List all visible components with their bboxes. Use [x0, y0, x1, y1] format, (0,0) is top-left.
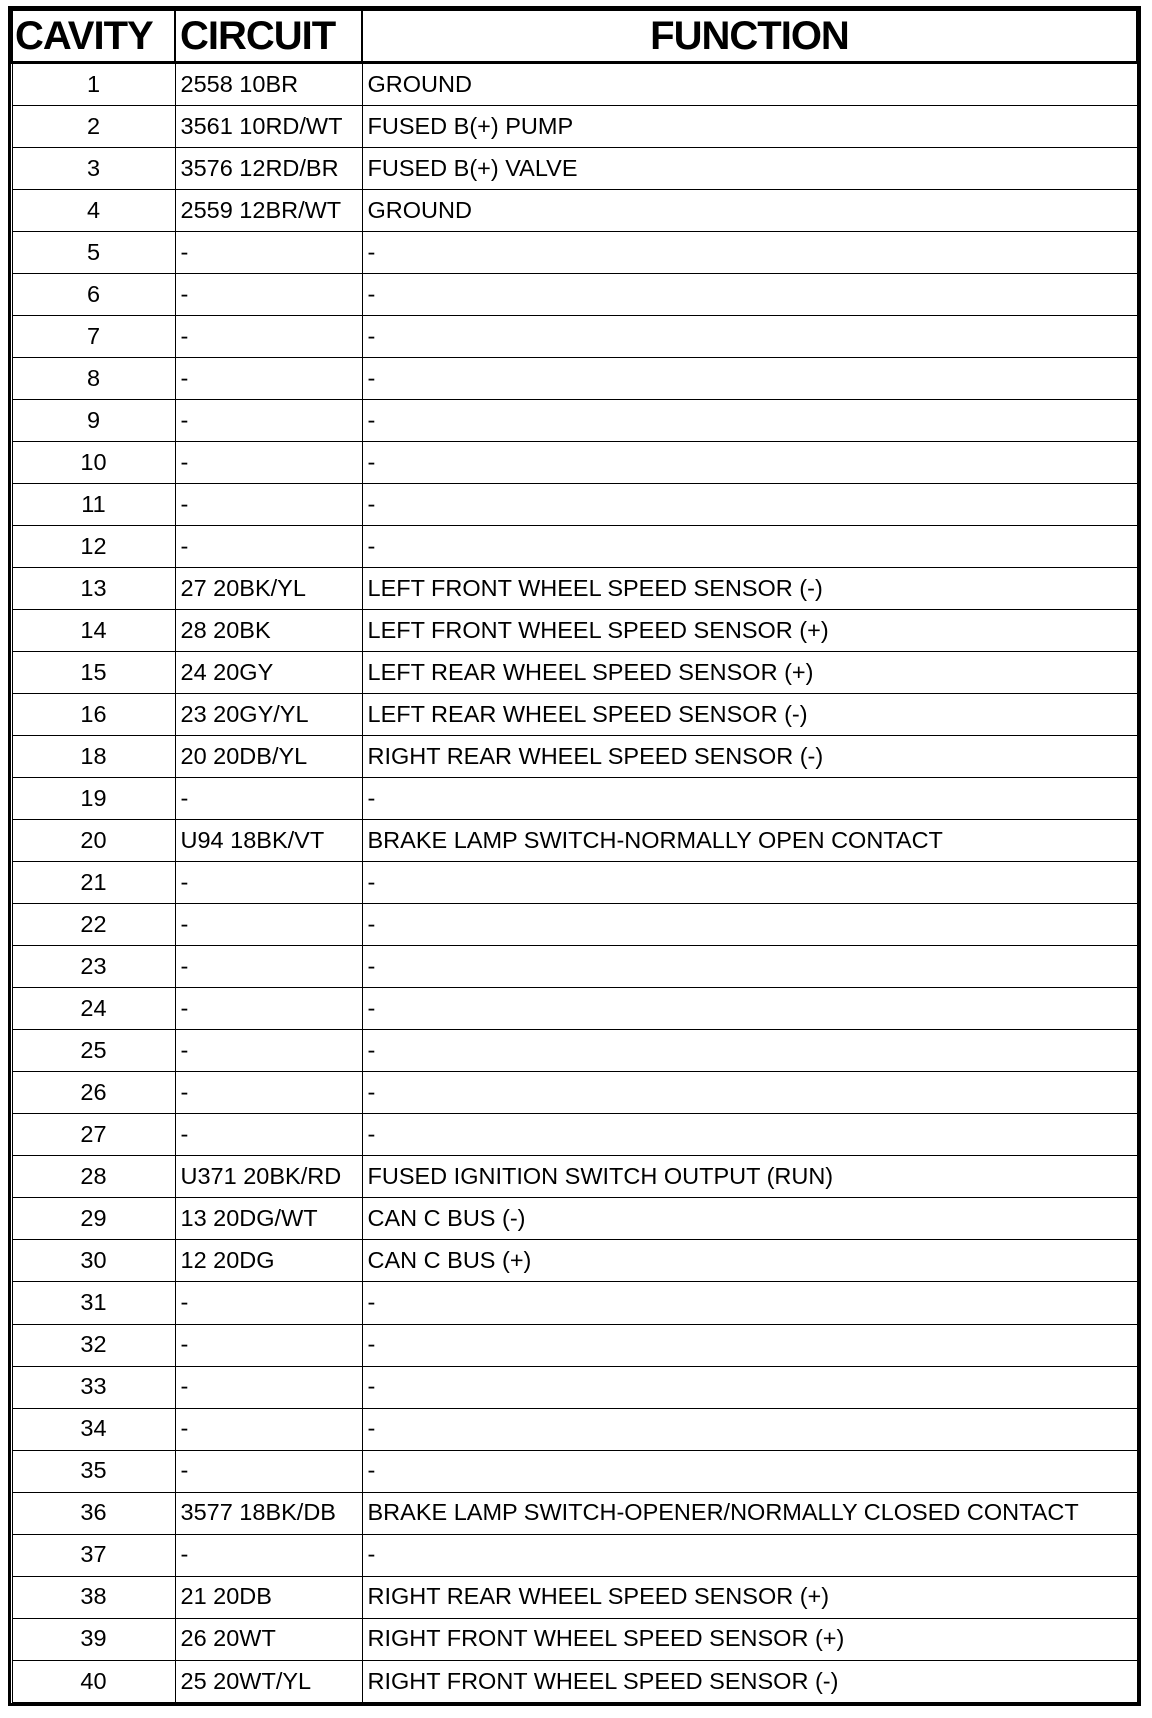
function-cell: - [362, 442, 1137, 484]
circuit-cell: - [175, 1408, 362, 1450]
cavity-cell: 30 [12, 1240, 175, 1282]
table-row [12, 1450, 1137, 1492]
circuit-cell: - [175, 946, 362, 988]
function-cell: - [362, 862, 1137, 904]
function-cell: FUSED B(+) PUMP [362, 106, 1137, 148]
table-row [12, 400, 1137, 442]
function-cell: CAN C BUS (+) [362, 1240, 1137, 1282]
cavity-cell: 21 [12, 862, 175, 904]
cavity-cell: 24 [12, 988, 175, 1030]
cavity-cell: 25 [12, 1030, 175, 1072]
table-row [12, 1534, 1137, 1576]
cavity-cell: 35 [12, 1450, 175, 1492]
function-cell: - [362, 1408, 1137, 1450]
circuit-cell: - [175, 1366, 362, 1408]
circuit-cell: - [175, 274, 362, 316]
cavity-cell: 23 [12, 946, 175, 988]
circuit-cell: - [175, 232, 362, 274]
function-cell: BRAKE LAMP SWITCH-NORMALLY OPEN CONTACT [362, 820, 1137, 862]
cavity-cell: 34 [12, 1408, 175, 1450]
circuit-cell: - [175, 442, 362, 484]
table-row [12, 316, 1137, 358]
function-cell: CAN C BUS (-) [362, 1198, 1137, 1240]
table-row [12, 1156, 1137, 1198]
cavity-cell: 15 [12, 652, 175, 694]
cavity-cell: 39 [12, 1618, 175, 1660]
circuit-cell: - [175, 988, 362, 1030]
function-cell: - [362, 232, 1137, 274]
cavity-cell: 12 [12, 526, 175, 568]
circuit-cell: - [175, 862, 362, 904]
circuit-cell: 13 20DG/WT [175, 1198, 362, 1240]
function-cell: - [362, 526, 1137, 568]
cavity-cell: 14 [12, 610, 175, 652]
table-row [12, 1366, 1137, 1408]
circuit-cell: U371 20BK/RD [175, 1156, 362, 1198]
function-cell: - [362, 1030, 1137, 1072]
table-row [12, 1660, 1137, 1702]
function-cell: - [362, 1072, 1137, 1114]
cavity-cell: 1 [12, 63, 175, 106]
circuit-column-header: CIRCUIT [175, 10, 362, 63]
function-cell: LEFT REAR WHEEL SPEED SENSOR (-) [362, 694, 1137, 736]
function-cell: GROUND [362, 63, 1137, 106]
function-cell: - [362, 1450, 1137, 1492]
table-row [12, 1618, 1137, 1660]
table-row [12, 484, 1137, 526]
function-cell: - [362, 400, 1137, 442]
function-cell: - [362, 1366, 1137, 1408]
table-row [12, 778, 1137, 820]
header-row [12, 10, 1137, 63]
pinout-rows [12, 63, 1137, 1703]
function-cell: - [362, 946, 1137, 988]
table-row [12, 1282, 1137, 1324]
cavity-cell: 19 [12, 778, 175, 820]
function-cell: - [362, 484, 1137, 526]
table-row [12, 1198, 1137, 1240]
table-row [12, 190, 1137, 232]
table-row [12, 1408, 1137, 1450]
function-cell: LEFT FRONT WHEEL SPEED SENSOR (-) [362, 568, 1137, 610]
cavity-cell: 38 [12, 1576, 175, 1618]
function-cell: - [362, 358, 1137, 400]
cavity-cell: 31 [12, 1282, 175, 1324]
table-row [12, 736, 1137, 778]
function-cell: LEFT REAR WHEEL SPEED SENSOR (+) [362, 652, 1137, 694]
function-cell: - [362, 1282, 1137, 1324]
function-cell: - [362, 1114, 1137, 1156]
table-row [12, 442, 1137, 484]
table-row [12, 1576, 1137, 1618]
function-cell: RIGHT REAR WHEEL SPEED SENSOR (+) [362, 1576, 1137, 1618]
table-row [12, 1240, 1137, 1282]
circuit-cell: 3561 10RD/WT [175, 106, 362, 148]
cavity-column-header: CAVITY [12, 10, 175, 63]
circuit-cell: 21 20DB [175, 1576, 362, 1618]
circuit-cell: 3576 12RD/BR [175, 148, 362, 190]
circuit-cell: 23 20GY/YL [175, 694, 362, 736]
function-cell: - [362, 778, 1137, 820]
table-row [12, 63, 1137, 106]
table-row [12, 1030, 1137, 1072]
table-row [12, 610, 1137, 652]
function-cell: RIGHT FRONT WHEEL SPEED SENSOR (+) [362, 1618, 1137, 1660]
cavity-cell: 3 [12, 148, 175, 190]
table-row [12, 946, 1137, 988]
cavity-cell: 10 [12, 442, 175, 484]
function-cell: - [362, 988, 1137, 1030]
table-row [12, 568, 1137, 610]
circuit-cell: - [175, 904, 362, 946]
circuit-cell: - [175, 400, 362, 442]
circuit-cell: - [175, 526, 362, 568]
table-row [12, 1492, 1137, 1534]
circuit-cell: U94 18BK/VT [175, 820, 362, 862]
circuit-cell: - [175, 484, 362, 526]
cavity-cell: 40 [12, 1660, 175, 1702]
table-row [12, 148, 1137, 190]
function-cell: RIGHT REAR WHEEL SPEED SENSOR (-) [362, 736, 1137, 778]
table-row [12, 526, 1137, 568]
cavity-cell: 33 [12, 1366, 175, 1408]
table-row [12, 232, 1137, 274]
function-cell: BRAKE LAMP SWITCH-OPENER/NORMALLY CLOSED CONTACT [362, 1492, 1137, 1534]
table-row [12, 358, 1137, 400]
cavity-cell: 20 [12, 820, 175, 862]
connector-pinout-table [11, 9, 1138, 1703]
cavity-cell: 18 [12, 736, 175, 778]
connector-pinout-sheet [8, 6, 1141, 1706]
cavity-cell: 13 [12, 568, 175, 610]
circuit-cell: - [175, 1282, 362, 1324]
table-row [12, 106, 1137, 148]
function-cell: - [362, 274, 1137, 316]
function-cell: GROUND [362, 190, 1137, 232]
function-cell: - [362, 904, 1137, 946]
circuit-cell: - [175, 1072, 362, 1114]
cavity-cell: 8 [12, 358, 175, 400]
function-cell: - [362, 1324, 1137, 1366]
circuit-cell: - [175, 1114, 362, 1156]
cavity-cell: 32 [12, 1324, 175, 1366]
circuit-cell: 26 20WT [175, 1618, 362, 1660]
cavity-cell: 16 [12, 694, 175, 736]
circuit-cell: 27 20BK/YL [175, 568, 362, 610]
cavity-cell: 28 [12, 1156, 175, 1198]
function-cell: FUSED IGNITION SWITCH OUTPUT (RUN) [362, 1156, 1137, 1198]
circuit-cell: - [175, 778, 362, 820]
circuit-cell: 24 20GY [175, 652, 362, 694]
circuit-cell: 12 20DG [175, 1240, 362, 1282]
circuit-cell: - [175, 1030, 362, 1072]
cavity-cell: 9 [12, 400, 175, 442]
table-row [12, 652, 1137, 694]
circuit-cell: 3577 18BK/DB [175, 1492, 362, 1534]
circuit-cell: 2559 12BR/WT [175, 190, 362, 232]
cavity-cell: 4 [12, 190, 175, 232]
circuit-cell: 25 20WT/YL [175, 1660, 362, 1702]
function-cell: - [362, 316, 1137, 358]
table-row [12, 862, 1137, 904]
cavity-cell: 2 [12, 106, 175, 148]
table-row [12, 1324, 1137, 1366]
cavity-cell: 26 [12, 1072, 175, 1114]
circuit-cell: - [175, 1450, 362, 1492]
table-row [12, 1072, 1137, 1114]
function-column-header: FUNCTION [362, 10, 1137, 63]
cavity-cell: 29 [12, 1198, 175, 1240]
table-row [12, 988, 1137, 1030]
function-cell: FUSED B(+) VALVE [362, 148, 1137, 190]
table-row [12, 694, 1137, 736]
cavity-cell: 6 [12, 274, 175, 316]
table-row [12, 274, 1137, 316]
cavity-cell: 37 [12, 1534, 175, 1576]
table-row [12, 904, 1137, 946]
cavity-cell: 27 [12, 1114, 175, 1156]
circuit-cell: - [175, 316, 362, 358]
function-cell: RIGHT FRONT WHEEL SPEED SENSOR (-) [362, 1660, 1137, 1702]
cavity-cell: 7 [12, 316, 175, 358]
function-cell: - [362, 1534, 1137, 1576]
table-row [12, 1114, 1137, 1156]
table-row [12, 820, 1137, 862]
cavity-cell: 11 [12, 484, 175, 526]
circuit-cell: 2558 10BR [175, 63, 362, 106]
circuit-cell: 28 20BK [175, 610, 362, 652]
circuit-cell: - [175, 1324, 362, 1366]
circuit-cell: - [175, 358, 362, 400]
cavity-cell: 36 [12, 1492, 175, 1534]
cavity-cell: 22 [12, 904, 175, 946]
circuit-cell: - [175, 1534, 362, 1576]
circuit-cell: 20 20DB/YL [175, 736, 362, 778]
cavity-cell: 5 [12, 232, 175, 274]
function-cell: LEFT FRONT WHEEL SPEED SENSOR (+) [362, 610, 1137, 652]
